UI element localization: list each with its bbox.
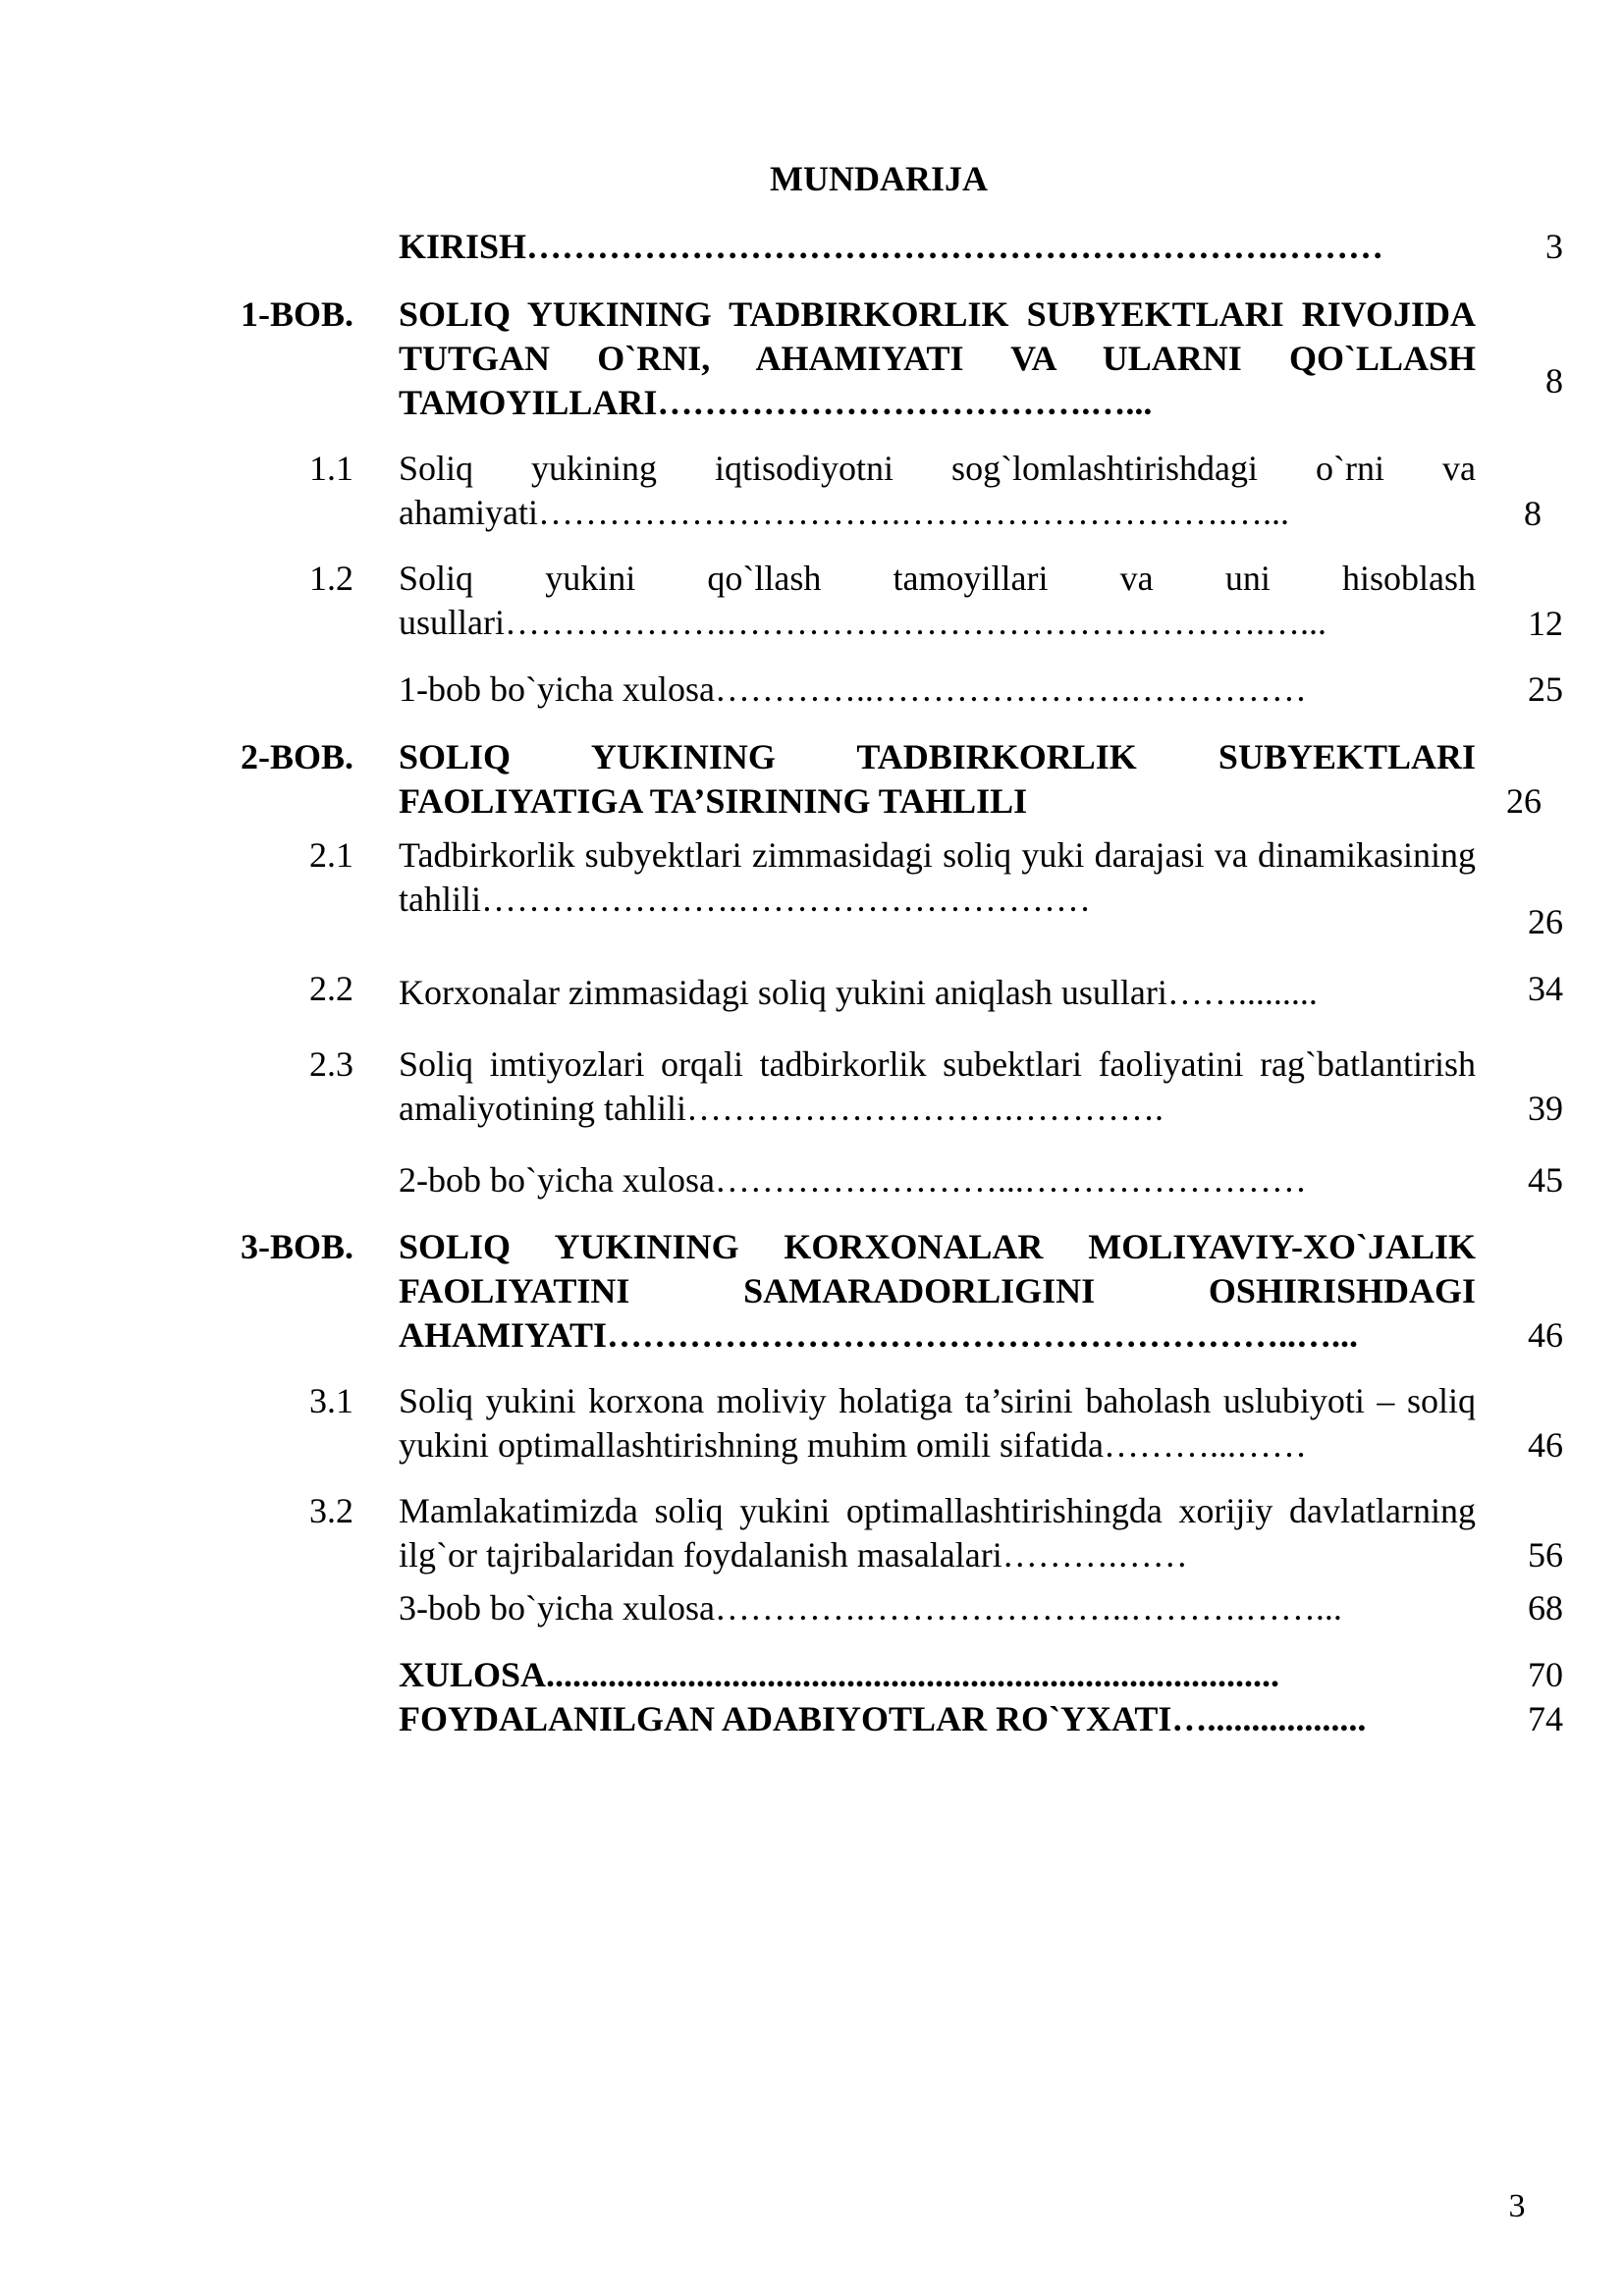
toc-entry-page: 26 bbox=[1506, 781, 1542, 821]
page-number: 3 bbox=[1508, 2188, 1526, 2224]
toc-entry-page: 8 bbox=[1545, 361, 1563, 400]
toc-entry-number: 1.2 bbox=[309, 559, 353, 598]
toc-entry-page: 74 bbox=[1528, 1699, 1563, 1738]
toc-entry-title: Mamlakatimizda soliq yukini optimallashtirishingda xorijiy davlatlarning ilg`or tajribalaridan foydalanish masalalari……….…… bbox=[399, 1491, 1476, 1575]
toc-entry-number: 1-BOB. bbox=[240, 294, 353, 334]
toc-entry-title: SOLIQ YUKINING TADBIRKORLIK SUBYEKTLARI FAOLIYATIGA TA’SIRINING TAHLILI bbox=[399, 737, 1476, 821]
toc-entry-title: Soliq yukining iqtisodiyotni sog`lomlashtirishdagi o`rni va ahamiyati………………………….……………………….…... bbox=[399, 449, 1476, 532]
toc-entry-number: 1.1 bbox=[309, 449, 353, 488]
toc-entry-number: 3-BOB. bbox=[240, 1227, 353, 1266]
toc-entry-page: 70 bbox=[1528, 1655, 1563, 1694]
toc-entry-number: 2.3 bbox=[309, 1044, 353, 1084]
toc-entry-title: Soliq yukini qo`llash tamoyillari va uni hisoblash usullari……………….……………………………………….…... bbox=[399, 559, 1476, 642]
toc-entry-title: Soliq imtiyozlari orqali tadbirkorlik subektlari faoliyatini rag`batlantirish amaliyotining tahlili……………………….…………. bbox=[399, 1044, 1476, 1128]
toc-entry-page: 39 bbox=[1528, 1089, 1563, 1128]
toc-entry-title: 3-bob bo`yicha xulosa………….…………………..……….……... bbox=[399, 1588, 1342, 1628]
toc-entry-title: 2-bob bo`yicha xulosa……………………...…………………… bbox=[399, 1160, 1307, 1200]
toc-entry-page: 3 bbox=[1545, 227, 1563, 266]
toc-entry-title: Soliq yukini korxona moliviy holatiga ta’sirini baholash uslubiyoti – soliq yukini optimallashtirishning muhim omili sifatida………...…… bbox=[399, 1381, 1476, 1465]
toc-entry-page: 25 bbox=[1528, 669, 1563, 709]
toc-entry-page: 46 bbox=[1528, 1315, 1563, 1355]
toc-entry-number: 2-BOB. bbox=[240, 737, 353, 776]
toc-entry-title: SOLIQ YUKINING KORXONALAR MOLIYAVIY-XO`JALIK FAOLIYATINI SAMARADORLIGINI OSHIRISHDAGI AHAMIYATI…………………………………………………..…... bbox=[399, 1227, 1476, 1355]
toc-entry-title: Tadbirkorlik subyektlari zimmasidagi soliq yuki darajasi va dinamikasining tahlili………………….………………………… bbox=[399, 835, 1476, 919]
toc-entry-title: KIRISH……………………………………………………….……… bbox=[399, 227, 1384, 266]
toc-entry-number: 3.1 bbox=[309, 1381, 353, 1420]
toc-entry-title: SOLIQ YUKINING TADBIRKORLIK SUBYEKTLARI RIVOJIDA TUTGAN O`RNI, AHAMIYATI VA ULARNI QO`LLASH TAMOYILLARI……………………………….…... bbox=[399, 294, 1476, 422]
toc-entry-number: 2.2 bbox=[309, 969, 353, 1008]
toc-entry-page: 56 bbox=[1528, 1535, 1563, 1575]
toc-entry-page: 46 bbox=[1528, 1425, 1563, 1465]
toc-entry-page: 68 bbox=[1528, 1588, 1563, 1628]
toc-entry-number: 2.1 bbox=[309, 835, 353, 875]
toc-entry-title: Korxonalar zimmasidagi soliq yukini aniqlash usullari……......... bbox=[399, 973, 1318, 1012]
toc-entry-page: 45 bbox=[1528, 1160, 1563, 1200]
toc-entry-number: 3.2 bbox=[309, 1491, 353, 1530]
toc-entry-page: 34 bbox=[1528, 969, 1563, 1008]
toc-entry-title: 1-bob bo`yicha xulosa…………..………………….…………… bbox=[399, 669, 1307, 709]
toc-entry-title: FOYDALANILGAN ADABIYOTLAR RO`YXATI….................. bbox=[399, 1699, 1367, 1738]
toc-entry-title: XULOSA................................................................................... bbox=[399, 1655, 1280, 1694]
toc-entry-page: 26 bbox=[1528, 902, 1563, 941]
toc-entry-page: 12 bbox=[1528, 604, 1563, 643]
toc-entry-page: 8 bbox=[1524, 494, 1542, 533]
toc-heading: MUNDARIJA bbox=[770, 159, 988, 198]
